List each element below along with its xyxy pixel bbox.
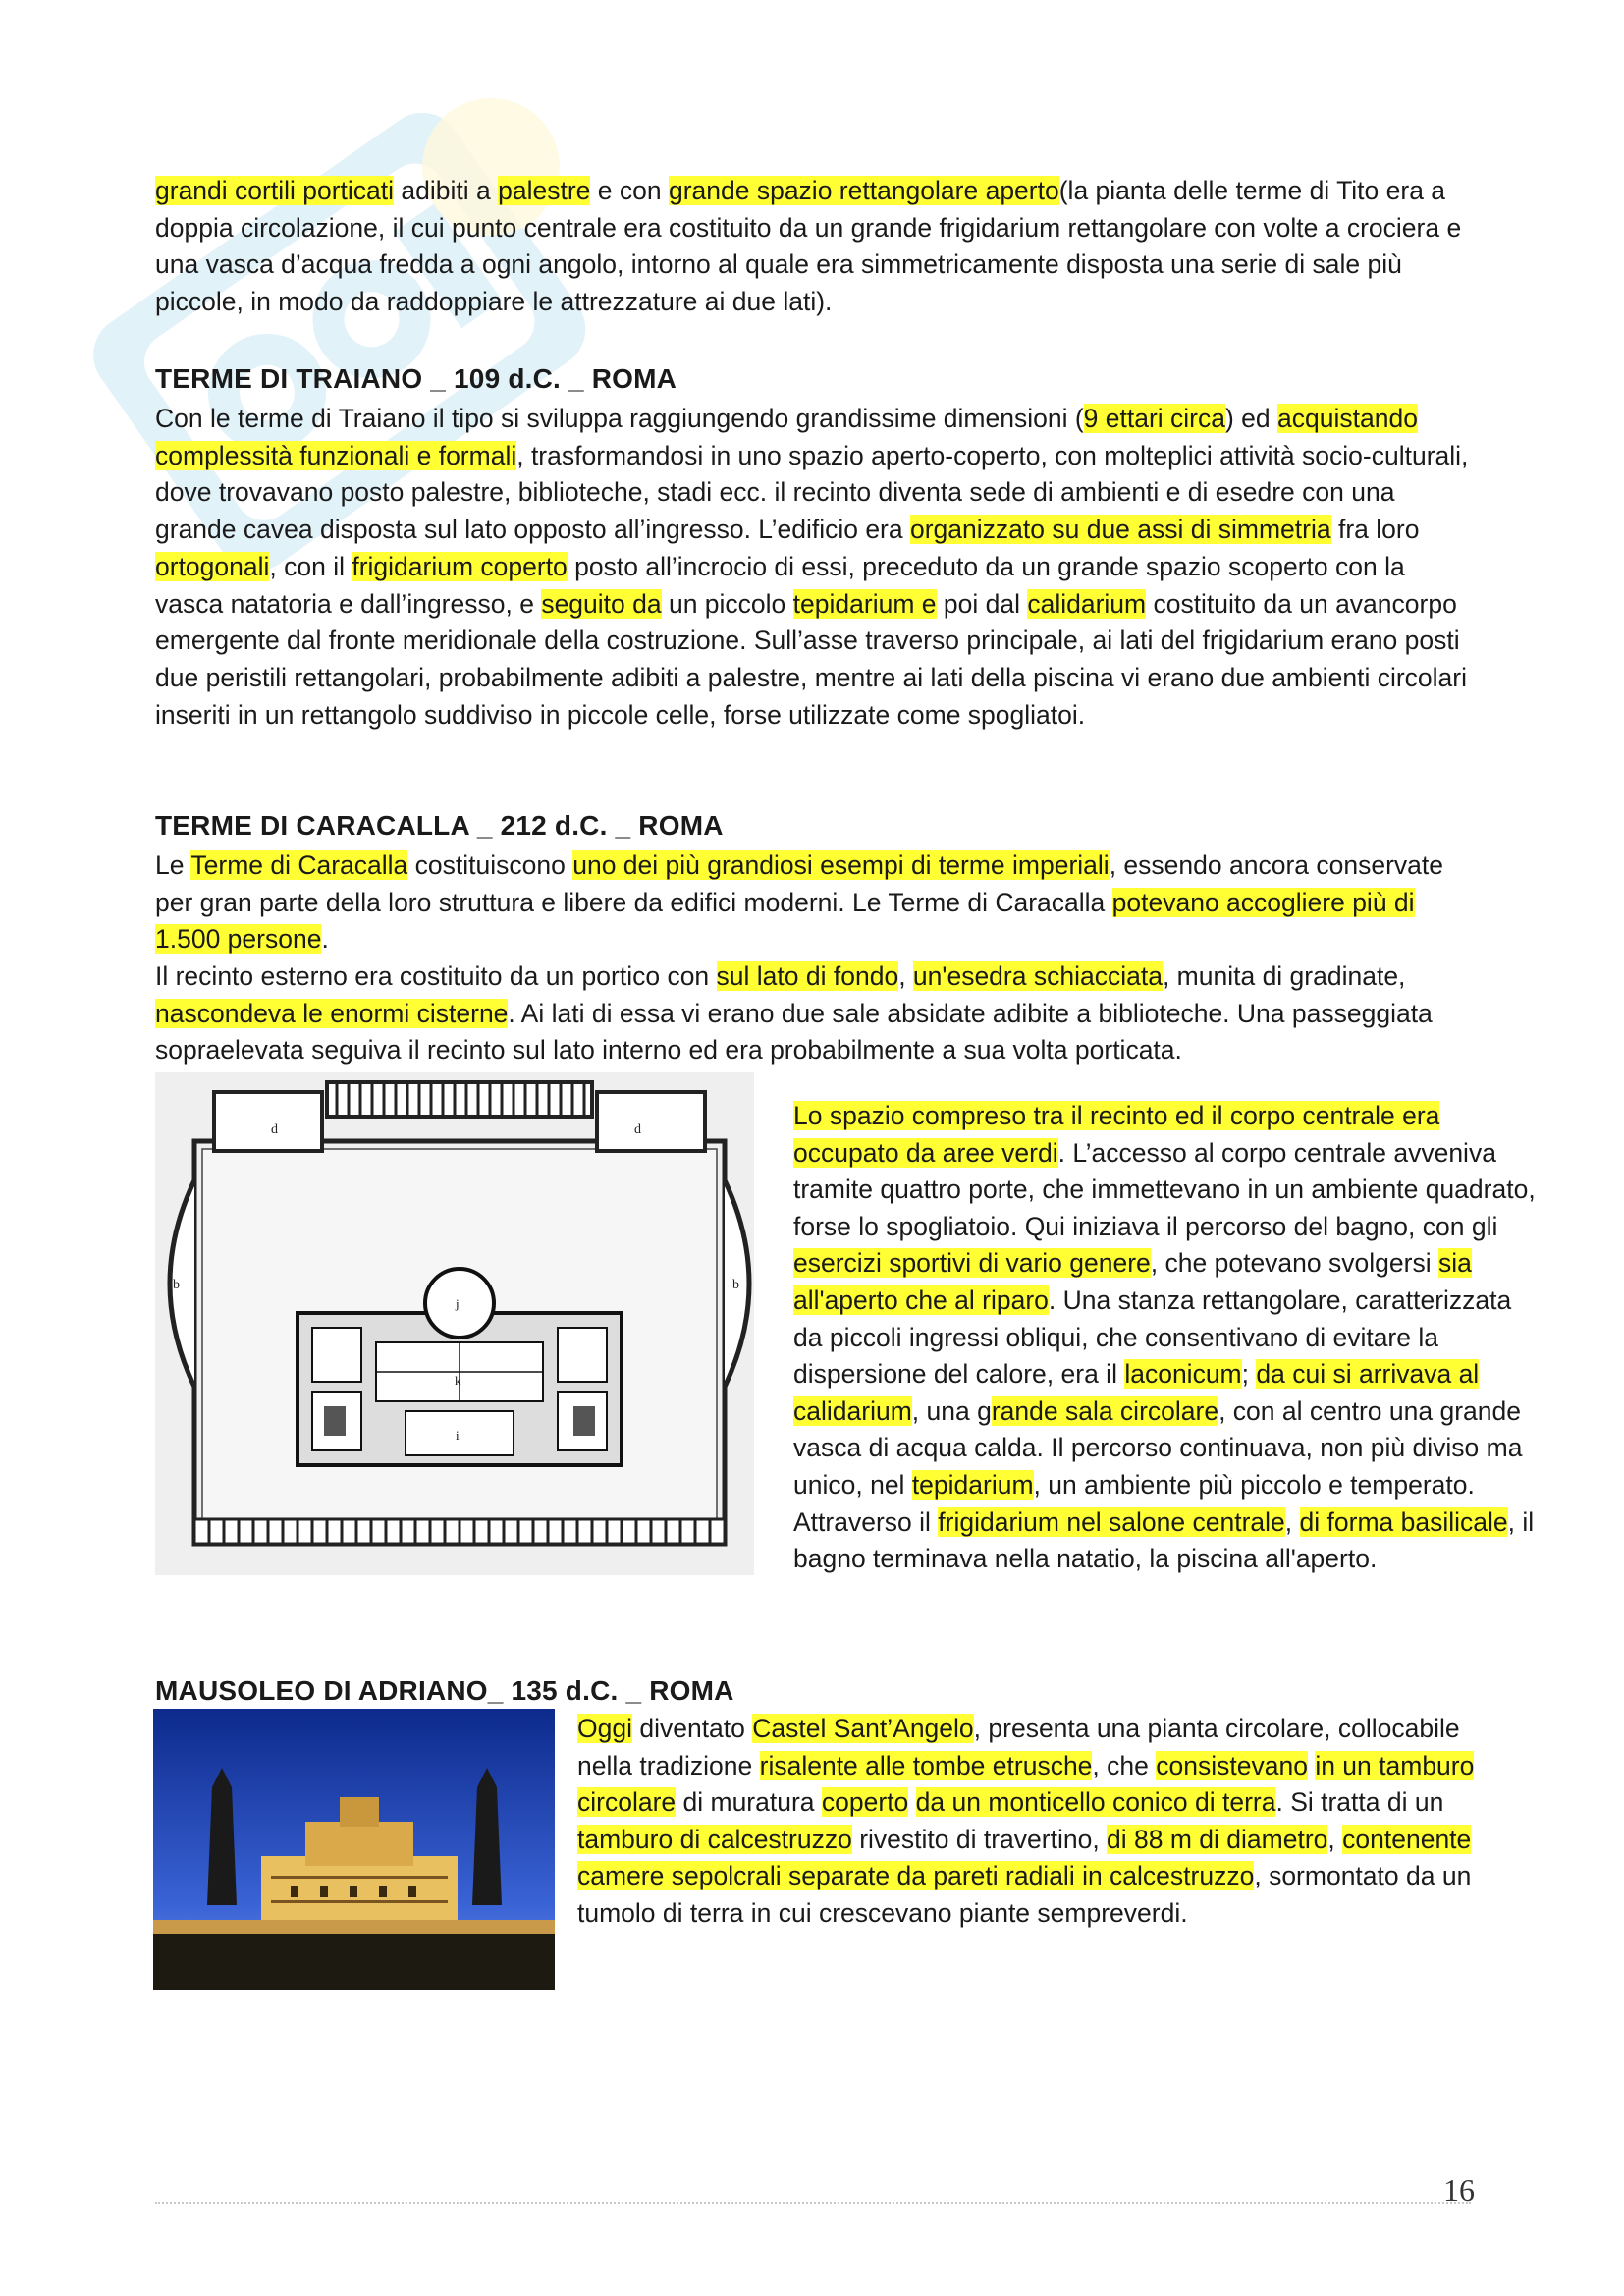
caracalla-column-text [793,1098,1540,1578]
highlighted-text: potevano accogliere più di 1.500 persone [155,887,1415,955]
plan-label-i: i [456,1428,460,1443]
caracalla-floor-plan [155,1072,754,1575]
text-run: Il recinto esterno era costituito da un portico con [155,961,717,991]
text-run: , che potevano svolgersi [1150,1248,1438,1279]
text-run: , con il [269,551,352,581]
highlighted-text: tamburo di calcestruzzo [577,1824,852,1854]
text-run: , una g [911,1395,992,1426]
text-run: adibiti a [394,176,499,205]
traiano-paragraph [155,401,1471,734]
plan-label-b-left: b [173,1278,180,1292]
highlighted-text: Terme di Caracalla [190,850,408,880]
highlighted-text: acquistando complessità funzionali e formali [155,404,1418,470]
highlighted-text: uno dei più grandiosi esempi di terme imperiali [572,850,1110,880]
highlighted-text: ortogonali [155,551,270,581]
caracalla-paragraph-2 [155,958,1471,1069]
plan-label-d-right: d [634,1122,641,1137]
highlighted-text: frigidarium coperto [352,551,568,581]
text-run: , che [1092,1750,1157,1780]
highlighted-text: organizzato su due assi di simmetria [909,515,1331,545]
highlighted-text: nascondeva le enormi cisterne [155,998,509,1028]
text-run: , presenta una pianta circolare, collocabile nella tradizione [577,1714,1460,1780]
highlighted-text: grandi cortili porticati [155,176,395,205]
highlighted-text: tepidarium [911,1469,1034,1500]
footer-divider [155,2202,1471,2204]
castel-santangelo-photo [153,1709,555,1990]
plan-label-j: j [456,1296,460,1311]
text-run: . Si tratta di un [1275,1787,1444,1818]
highlighted-text: sia all'aperto che al riparo [793,1248,1472,1315]
text-run: , sormontato da un tumolo di terra in cui crescevano piante sempreverdi. [577,1861,1472,1928]
text-run: . Ai lati di essa vi erano due sale absidate adibite a biblioteche. Una passeggiata sopraelevata seguiva il recinto sul lato interno ed era probabilmente a sua volta porticata. [155,998,1433,1066]
text-run: , [1284,1506,1300,1537]
text-run: fra loro [1330,515,1420,545]
highlighted-text: Lo spazio compreso tra il recinto ed il corpo centrale era occupato da aree verdi [793,1101,1440,1168]
text-run: poi dal [936,588,1028,619]
highlighted-text: laconicum [1124,1359,1242,1390]
text-run: costituiscono [407,850,573,880]
highlighted-text: un'esedra schiacciata [912,961,1163,991]
highlighted-text: grande spazio rettangolare aperto [668,176,1059,205]
highlighted-text: da cui si arrivava al calidarium [793,1359,1480,1426]
page-number: 16 [1443,2172,1475,2208]
highlighted-text: di 88 m di diametro [1107,1824,1328,1854]
highlighted-text: coperto [821,1787,909,1818]
adriano-paragraph [577,1711,1490,1933]
text-run: costituito da un avancorpo emergente dal fronte meridionale della costruzione. Sull’asse traverso principale, ai lati del frigidarium erano posti due peristili rettangolari, probabilmente adibiti a palestre, mentre ai lati della piscina vi erano due ambienti circolari inseriti in un rettangolo suddiviso in piccole celle, forse utilizzate come spogliatoi. [155,588,1468,730]
highlighted-text: consistevano [1156,1750,1308,1780]
caracalla-heading: TERME DI CARACALLA _ 212 d.C. _ ROMA [155,810,724,841]
text-run: , munita di gradinate, [1162,961,1406,991]
text-run: , [1327,1824,1343,1854]
text-run: , il bagno terminava nella natatio, la piscina all'aperto. [793,1506,1535,1574]
text-run: rivestito di travertino, [851,1824,1108,1854]
adriano-heading: MAUSOLEO DI ADRIANO_ 135 d.C. _ ROMA [155,1675,734,1706]
highlighted-text: calidarium [1027,588,1147,619]
text-run: diventato [631,1714,753,1743]
text-run [908,1787,915,1817]
plan-label-k: k [455,1373,461,1388]
highlighted-text: seguito da [541,588,662,619]
text-run: (la pianta delle terme di Tito era a doppia circolazione, il cui punto centrale era costituito da un grande frigidarium rettangolare con volte a crociera e una vasca d’acqua fredda a ogni angolo, intorno al quale era simmetricamente disposta una serie di sale più piccole, in modo da raddoppiare le attrezzature ai due lati). [155,176,1462,317]
text-run: . Una stanza rettangolare, caratterizzata da piccoli ingressi obliqui, che consentivano di evitare la dispersione del calore, era il [793,1285,1512,1390]
highlighted-text: risalente alle tombe etrusche [759,1750,1093,1780]
plan-label-b-right: b [732,1278,739,1292]
plan-label-d-left: d [271,1122,278,1137]
text-run: Con le terme di Traiano il tipo si sviluppa raggiungendo grandissime dimensioni ( [155,404,1084,433]
highlighted-text: di forma basilicale [1299,1506,1508,1537]
text-run: Le [155,850,191,880]
text-run: , un ambiente più piccolo e temperato. Attraverso il [793,1469,1475,1537]
caracalla-paragraph-1 [155,847,1471,958]
text-run: , essendo ancora conservate per gran parte della loro struttura e libere da edifici moderni. Le Terme di Caracalla [155,850,1443,917]
highlighted-text: Castel Sant’Angelo [752,1714,974,1743]
text-run: ) ed [1225,404,1278,433]
intro-paragraph [155,173,1471,321]
highlighted-text: frigidarium nel salone centrale [938,1506,1285,1537]
text-run: e con [590,176,669,205]
highlighted-text: da un monticello conico di terra [915,1787,1276,1818]
text-run: ; [1241,1359,1257,1390]
text-run: un piccolo [661,588,793,619]
text-run: di muratura [676,1787,822,1818]
highlighted-text: contenente camere sepolcrali separate da pareti radiali in calcestruzzo [577,1824,1472,1891]
highlighted-text: in un tamburo circolare [577,1750,1475,1818]
text-run: posto all’incrocio di essi, preceduto da un grande spazio scoperto con la vasca natatoria e dall’ingresso, e [155,551,1405,619]
highlighted-text: rande sala circolare [991,1395,1219,1426]
highlighted-text: 9 ettari circa [1083,404,1225,433]
traiano-heading: TERME DI TRAIANO _ 109 d.C. _ ROMA [155,363,677,394]
text-run: , con al centro una grande vasca di acqua calda. Il percorso continuava, non più diviso ma unico, nel [793,1395,1523,1500]
highlighted-text: Oggi [577,1714,632,1743]
highlighted-text: esercizi sportivi di vario genere [793,1248,1151,1279]
highlighted-text: palestre [498,176,591,205]
text-run: . L’accesso al corpo centrale avveniva tramite quattro porte, che immettevano in un ambiente quadrato, forse lo spogliatoio. Qui iniziava il percorso del bagno, con gli [793,1137,1536,1241]
text-run: . [321,924,329,955]
text-run: , trasformandosi in uno spazio aperto-coperto, con molteplici attività socio-culturali, dove trovavano posto palestre, biblioteche, stadi ecc. il recinto diventa sede di ambienti e di esedre con una grande cavea disposta sul lato opposto all’ingresso. L’edificio era [155,440,1469,545]
highlighted-text: sul lato di fondo [716,961,899,991]
text-run: , [898,961,913,991]
highlighted-text: tepidarium e [792,588,937,619]
